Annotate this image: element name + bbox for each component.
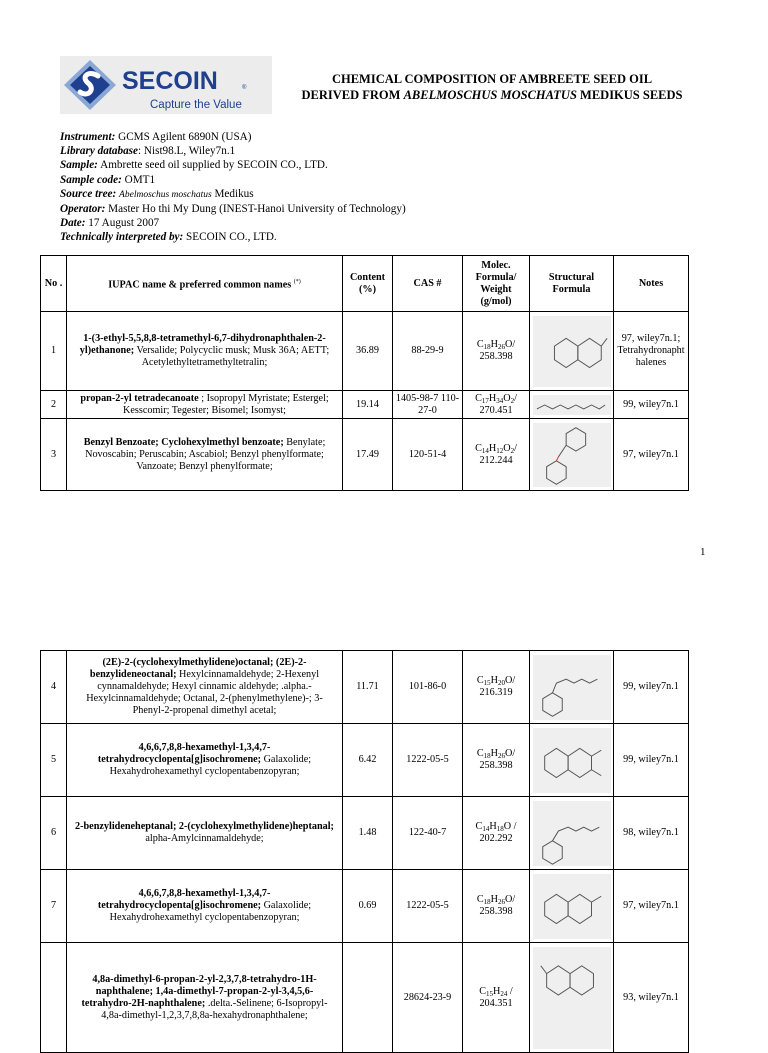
cell-notes: 93, wiley7n.1 <box>614 943 689 1053</box>
header-structure: Structural Formula <box>530 256 614 312</box>
cell-no: 5 <box>41 724 67 797</box>
cell-name: 4,8a-dimethyl-6-propan-2-yl-2,3,7,8-tetrahydro-1H-naphthalene; 1,4a-dimethyl-7-propan-2-yl-3,4,5,6-tetrahydro-2H-naphthalene; .delta.-Selinene; 6-Isopropyl-4,8a-dimethyl-1,2,3,7,8,8a-hexahydronaphthalene; <box>67 943 343 1053</box>
cell-formula: $C_{15}H_{20}O/$ 216.319 <box>463 651 530 724</box>
cell-name: 4,6,6,7,8,8-hexamethyl-1,3,4,7-tetrahydrocyclopenta[g]isochromene; Galaxolide; Hexahydrohexamethyl cyclopentabenzopyran; <box>67 870 343 943</box>
cell-formula: $C_{18}H_{26}O/$ 258.398 <box>463 724 530 797</box>
table-row <box>41 870 689 943</box>
table-row <box>41 312 689 391</box>
cell-content: 36.89 <box>343 312 393 391</box>
cell-structure <box>530 419 614 491</box>
cell-notes: 98, wiley7n.1 <box>614 797 689 870</box>
cell-notes: 99, wiley7n.1 <box>614 724 689 797</box>
cell-formula: $C_{14}H_{18}O$ / 202.292 <box>463 797 530 870</box>
header-formula: Molec. Formula/ Weight (g/mol) <box>463 256 530 312</box>
cell-cas: 88-29-9 <box>393 312 463 391</box>
cell-cas: 1222-05-5 <box>393 724 463 797</box>
cell-name: 4,6,6,7,8,8-hexamethyl-1,3,4,7-tetrahydrocyclopenta[g]isochromene; Galaxolide; Hexahydrohexamethyl cyclopentabenzopyran; <box>67 724 343 797</box>
cell-content: 11.71 <box>343 651 393 724</box>
cell-content: 17.49 <box>343 419 393 491</box>
composition-table-page2 <box>40 650 689 1053</box>
cell-structure <box>530 651 614 724</box>
composition-table-page1 <box>40 255 689 491</box>
cell-no: 2 <box>41 391 67 419</box>
secoin-wordmark: SECOIN <box>122 67 218 95</box>
header-name: IUPAC name & preferred common names (*) <box>67 256 343 312</box>
page-number: 1 <box>700 546 706 558</box>
cell-no: 1 <box>41 312 67 391</box>
header-cas: CAS # <box>393 256 463 312</box>
cell-structure <box>530 870 614 943</box>
structure-image <box>533 423 611 487</box>
cell-content: 0.69 <box>343 870 393 943</box>
header-notes: Notes <box>614 256 689 312</box>
table-body <box>41 651 689 1053</box>
cell-structure <box>530 724 614 797</box>
cell-formula: $C_{15}H_{24}$ / 204.351 <box>463 943 530 1053</box>
structure-image <box>533 947 611 1049</box>
structure-image <box>533 655 611 720</box>
svg-text:®: ® <box>242 85 247 91</box>
cell-cas: 122-40-7 <box>393 797 463 870</box>
cell-content: 6.42 <box>343 724 393 797</box>
cell-notes: 97, wiley7n.1 <box>614 870 689 943</box>
table-row <box>41 943 689 1053</box>
cell-name: 1-(3-ethyl-5,5,8,8-tetramethyl-6,7-dihydronaphthalen-2-yl)ethanone; Versalide; Polycyclic musk; Musk 36A; AETT; Acetylethyltetramethyltetralin; <box>67 312 343 391</box>
cell-notes: 97, wiley7n.1 <box>614 419 689 491</box>
table-row <box>41 724 689 797</box>
table-header-row <box>41 256 689 312</box>
cell-name: (2E)-2-(cyclohexylmethylidene)octanal; (2E)-2-benzylideneoctanal; Hexylcinnamaldehyde; 2-Hexenyl cynnamaldehyde; Hexyl cinnamic aldehyde; .alpha.-Hexylcinnamaldehyde; Octanal, 2-(phenylmethylene)-; 3-Phenyl-2-propenal dimethyl acetal; <box>67 651 343 724</box>
cell-formula: $C_{17}H_{34}O_2/$ 270.451 <box>463 391 530 419</box>
cell-name: Benzyl Benzoate; Cyclohexylmethyl benzoate; Benylate; Novoscabin; Peruscabin; Ascabiol; Benzyl phenylformate; Vanzoate; Benzyl phenylformate; <box>67 419 343 491</box>
structure-image <box>533 874 611 939</box>
document-title: CHEMICAL COMPOSITION OF AMBREETE SEED OIL DERIVED FROM ABELMOSCHUS MOSCHATUS MEDIKUS SEEDS <box>301 72 683 102</box>
cell-name: 2-benzylideneheptanal; 2-(cyclohexylmethylidene)heptanal; alpha-Amylcinnamaldehyde; <box>67 797 343 870</box>
cell-formula: $C_{14}H_{12}O_2/$ 212.244 <box>463 419 530 491</box>
table-row <box>41 797 689 870</box>
analysis-metadata: Instrument: GCMS Agilent 6890N (USA) Library database: Nist98.L, Wiley7n.1 Sample: Ambrette seed oil supplied by SECOIN CO., LTD. Sample code: OMT1 Source tree: Abelmoschus moschatus Medikus Operator: Master Ho thi My Dung (INEST-Hanoi University of Technology) Date: 17 August 2007 Technically interpreted by: SECOIN CO., LTD. <box>60 131 406 244</box>
cell-content: 19.14 <box>343 391 393 419</box>
cell-name: propan-2-yl tetradecanoate ; Isopropyl Myristate; Estergel; Kesscomir; Tegester; Bisomel; Isomyst; <box>67 391 343 419</box>
structure-image <box>533 316 611 387</box>
cell-no: 3 <box>41 419 67 491</box>
cell-no: 7 <box>41 870 67 943</box>
cell-content <box>343 943 393 1053</box>
header-content: Content (%) <box>343 256 393 312</box>
secoin-tagline: Capture the Value <box>150 99 242 111</box>
table-row <box>41 419 689 491</box>
cell-notes: 99, wiley7n.1 <box>614 651 689 724</box>
cell-cas: 120-51-4 <box>393 419 463 491</box>
table-body <box>41 312 689 491</box>
cell-structure <box>530 312 614 391</box>
cell-cas: 1405-98-7 110-27-0 <box>393 391 463 419</box>
header-no: No . <box>41 256 67 312</box>
cell-no: 6 <box>41 797 67 870</box>
structure-image <box>533 395 611 415</box>
table-row <box>41 651 689 724</box>
secoin-logo <box>60 56 272 114</box>
cell-structure <box>530 797 614 870</box>
structure-image <box>533 728 611 793</box>
table-row <box>41 391 689 419</box>
cell-notes: 99, wiley7n.1 <box>614 391 689 419</box>
cell-notes: 97, wiley7n.1; Tetrahydronapht halenes <box>614 312 689 391</box>
cell-cas: 101-86-0 <box>393 651 463 724</box>
cell-no <box>41 943 67 1053</box>
cell-content: 1.48 <box>343 797 393 870</box>
cell-no: 4 <box>41 651 67 724</box>
structure-image <box>533 801 611 866</box>
cell-cas: 28624-23-9 <box>393 943 463 1053</box>
cell-formula: $C_{18}H_{26}O/$ 258.398 <box>463 312 530 391</box>
cell-formula: $C_{18}H_{26}O/$ 258.398 <box>463 870 530 943</box>
cell-structure <box>530 943 614 1053</box>
cell-structure <box>530 391 614 419</box>
cell-cas: 1222-05-5 <box>393 870 463 943</box>
